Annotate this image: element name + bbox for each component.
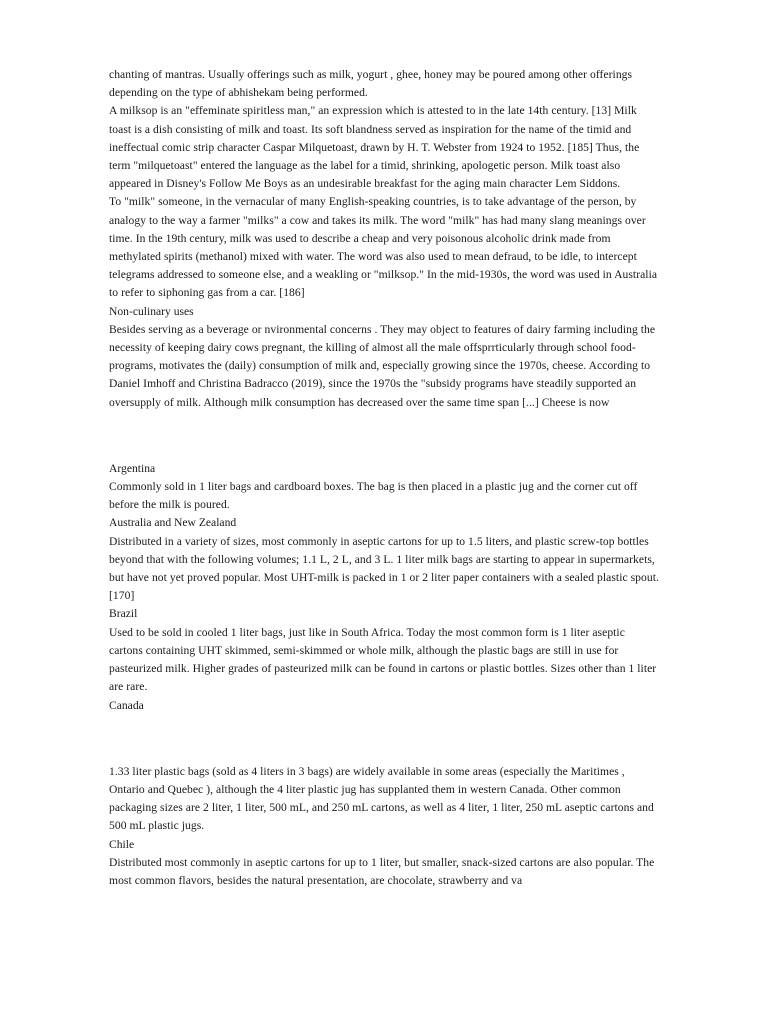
heading-non-culinary-uses: Non-culinary uses [109, 304, 194, 318]
paragraph-milk-slang: To "milk" someone, in the vernacular of many English-speaking countries, is to take advantage of the person, by analogy to the way a farmer "milks" a cow and takes its milk. The word "milk" has had many slang meanings over time. In the 19th century, milk was used to describe a cheap and very poisonous alcoholic drink made from methylated spirits (methanol) mixed with water. The word was also used to mean defraud, to be idle, to intercept telegrams addressed to someone else, and a weakling or "milksop." In the mid-1930s, the word was used in Australia to refer to siphoning gas from a car. [186] [109, 195, 658, 300]
document-page [109, 66, 661, 890]
heading-australia-new-zealand: Australia and New Zealand [109, 516, 237, 530]
paragraph-chile: Distributed most commonly in aseptic cartons for up to 1 liter, but smaller, snack-sized cartons are also popular. The most common flavors, besides the natural presentation, are chocolate, strawberry and va [109, 855, 655, 887]
heading-canada: Canada [109, 698, 144, 712]
paragraph-milksop: A milksop is an "effeminate spiritless man," an expression which is attested to in the late 14th century. [13] Milk toast is a dish consisting of milk and toast. Its soft blandness served as inspiration for the name of the timid and ineffectual comic strip character Caspar Milquetoast, drawn by H. T. Webster from 1924 to 1952. [185] Thus, the term "milquetoast" entered the language as the label for a timid, shrinking, apologetic person. Milk toast also appeared in Disney's Follow Me Boys as an undesirable breakfast for the aging main character Lem Siddons. [109, 104, 640, 191]
paragraph-argentina: Commonly sold in 1 liter bags and cardboard boxes. The bag is then placed in a plastic jug and the corner cut off before the milk is poured. [109, 480, 638, 512]
heading-chile: Chile [109, 837, 135, 851]
paragraph-australia-new-zealand: Distributed in a variety of sizes, most commonly in aseptic cartons for up to 1.5 liters, and plastic screw-top bottles beyond that with the following volumes; 1.1 L, 2 L, and 3 L. 1 liter milk bags are starting to appear in supermarkets, but have not yet proved popular. Most UHT-milk is packed in 1 or 2 liter paper containers with a sealed plastic spout.[170] [109, 534, 659, 603]
paragraph-canada: 1.33 liter plastic bags (sold as 4 liters in 3 bags) are widely available in some areas (especially the Maritimes , Ontario and Quebec ), although the 4 liter plastic jug has supplanted them in western Canada. Other common packaging sizes are 2 liter, 1 liter, 500 mL, and 250 mL cartons, as well as 4 liter, 1 liter, 250 mL aseptic cartons and 500 mL plastic jugs. [109, 764, 654, 833]
paragraph-abhishekam: chanting of mantras. Usually offerings such as milk, yogurt , ghee, honey may be poured among other offerings depending on the type of abhishekam being performed. [109, 68, 633, 100]
section-spacer [109, 715, 661, 763]
paragraph-dairy-concerns: Besides serving as a beverage or nvironmental concerns . They may object to features of dairy farming including the necessity of keeping dairy cows pregnant, the killing of almost all the male offsprrticularly through school food-programs, motivates the (daily) consumption of milk and, especially growing since the 1970s, cheese. According to Daniel Imhoff and Christina Badracco (2019), since the 1970s the "subsidy programs have steadily supported an oversupply of milk. Although milk consumption has decreased over the same time span [...] Cheese is now [109, 322, 656, 409]
heading-argentina: Argentina [109, 461, 156, 475]
paragraph-brazil: Used to be sold in cooled 1 liter bags, just like in South Africa. Today the most common form is 1 liter aseptic cartons containing UHT skimmed, semi-skimmed or whole milk, although the plastic bags are still in use for pasteurized milk. Higher grades of pasteurized milk can be found in cartons or plastic bottles. Sizes other than 1 liter are rare. [109, 625, 657, 694]
heading-brazil: Brazil [109, 607, 138, 621]
section-spacer [109, 412, 661, 460]
